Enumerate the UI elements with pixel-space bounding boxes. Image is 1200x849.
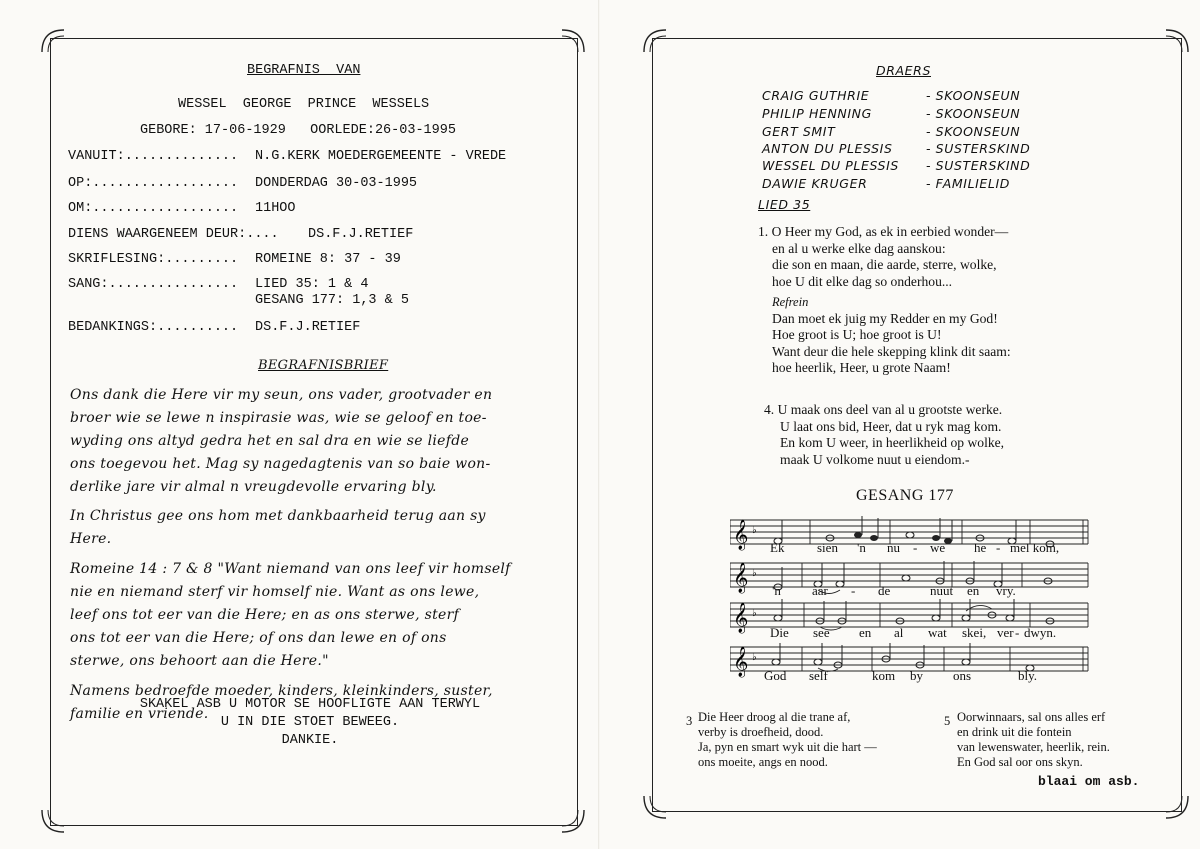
detail-label: VANUIT:..............	[68, 149, 239, 164]
letter-line: ons toegevou het. Mag sy nagedagtenis van so baie won-	[70, 456, 491, 472]
lyric-syllable: -	[996, 540, 1001, 555]
bearers-heading: DRAERS	[876, 63, 931, 78]
lyric-syllable: de	[878, 583, 891, 598]
detail-value: DONDERDAG 30-03-1995	[255, 176, 418, 191]
frame-corner-ornament	[560, 28, 586, 54]
lyric-syllable: see	[813, 625, 830, 640]
lyric-syllable: we	[930, 540, 946, 555]
verse-line: Oorwinnaars, sal ons alles erf	[957, 710, 1106, 724]
verse-line: 4. U maak ons deel van al u grootste werke.	[764, 402, 1003, 417]
letter-line: In Christus gee ons hom met dankbaarheid terug aan sy	[70, 508, 486, 524]
refrain-label: Refrein	[772, 295, 809, 309]
lied-verse-1	[758, 224, 1008, 290]
verse-line: 1. O Heer my God, as ek in eerbied wonder—	[758, 224, 1009, 239]
closing-line: U IN DIE STOET BEWEEG.	[220, 715, 400, 730]
detail-value: ROMEINE 8: 37 - 39	[255, 252, 401, 267]
verse-line: U laat ons bid, Heer, dat u ryk mag kom.	[780, 418, 1002, 434]
lyric-syllable: wat	[928, 625, 947, 640]
detail-label: SANG:................	[68, 277, 239, 292]
lyric-syllable: -	[913, 540, 918, 555]
lyric-syllable: en	[967, 583, 980, 598]
verse-line: maak U volkome nuut u eiendom.-	[780, 451, 970, 467]
letter-line: broer wie se lewe n inspirasie was, wie se geloof en toe-	[70, 410, 487, 426]
letter-line: sterwe, ons behoort aan die Here."	[70, 653, 329, 669]
detail-value: LIED 35: 1 & 4	[255, 277, 369, 292]
funeral-title: BEGRAFNIS VAN	[247, 63, 361, 78]
lied-verse-4	[764, 402, 1004, 468]
letter-line: derlike jare vir almal n vreugdevolle ervaring bly.	[70, 479, 437, 495]
bearer-relation: - SKOONSEUN	[926, 88, 1021, 103]
lyric-syllable: -	[851, 583, 856, 598]
verse-line: Die Heer droog al die trane af,	[698, 710, 851, 724]
detail-label: DIENS WAARGENEEM DEUR:....	[68, 227, 279, 242]
bearer-relation: - SUSTERSKIND	[926, 158, 1031, 173]
bearer-relation: - SKOONSEUN	[926, 106, 1021, 121]
svg-text:𝄞: 𝄞	[733, 520, 749, 550]
lyric-syllable: 'n	[857, 540, 866, 555]
frame-corner-ornament	[1164, 28, 1190, 54]
refrain-line: Hoe groot is U; hoe groot is U!	[772, 327, 942, 342]
detail-value: DS.F.J.RETIEF	[255, 320, 361, 335]
lyric-syllable: 'n	[772, 583, 781, 598]
lyric-syllable: nu	[887, 540, 900, 555]
verse-line: en al u werke elke dag aanskou:	[772, 240, 946, 256]
detail-label: OP:..................	[68, 176, 239, 191]
letter-line: Romeine 14 : 7 & 8 "Want niemand van ons leef vir homself	[70, 561, 511, 577]
lyric-syllable: God	[764, 668, 787, 683]
deceased-name: WESSEL GEORGE PRINCE WESSELS	[178, 97, 430, 112]
refrain	[772, 294, 1011, 377]
letter-line: ons tot eer van die Here; of ons dan lewe en of ons	[70, 630, 447, 646]
detail-value: N.G.KERK MOEDERGEMEENTE - VREDE	[255, 149, 507, 164]
music-staff	[730, 559, 1092, 595]
verse-line: En God sal oor ons skyn.	[957, 755, 1083, 769]
detail-label: BEDANKINGS:..........	[68, 320, 239, 335]
bearer-name: WESSEL DU PLESSIS	[762, 158, 899, 173]
svg-text:𝄞: 𝄞	[733, 563, 749, 593]
bearer-relation: - SUSTERSKIND	[926, 141, 1031, 156]
verse-line: En kom U weer, in heerlikheid op wolke,	[780, 435, 1005, 450]
svg-text:♭: ♭	[752, 525, 757, 536]
lyric-syllable: bly.	[1018, 668, 1038, 683]
lyric-syllable: -	[1015, 625, 1020, 640]
lyric-syllable: en	[859, 625, 872, 640]
gesang-verse-5-number: 5	[944, 714, 951, 728]
lyric-syllable: kom	[872, 668, 896, 683]
lyric-syllable: vry.	[996, 583, 1016, 598]
lyric-syllable: ver	[997, 625, 1014, 640]
verse-line: Ja, pyn en smart wyk uit die hart —	[698, 740, 877, 754]
lyric-syllable: ons	[953, 668, 972, 683]
lyric-syllable: skei,	[962, 625, 987, 640]
lyric-syllable: sien	[817, 540, 838, 555]
lyric-syllable: he	[974, 540, 987, 555]
detail-row	[68, 149, 238, 164]
closing-line: SKAKEL ASB U MOTOR SE HOOFLIGTE AAN TERWYL	[139, 697, 481, 712]
letter-line: leef ons tot eer van die Here; en as ons sterwe, sterf	[70, 607, 460, 623]
frame-corner-ornament	[40, 28, 66, 54]
lyric-syllable: al	[894, 625, 904, 640]
letter-line: Ons dank die Here vir my seun, ons vader, grootvader en	[70, 387, 493, 403]
gesang-verse-3	[698, 710, 877, 770]
bearer-name: GERT SMIT	[762, 124, 836, 139]
verse-line: van lewenswater, heerlik, rein.	[957, 740, 1110, 754]
frame-corner-ornament	[642, 794, 668, 820]
lyric-syllable: dwyn.	[1024, 625, 1057, 640]
gesang-verse-5	[957, 710, 1110, 770]
detail-value: DS.F.J.RETIEF	[308, 227, 414, 242]
lyric-syllable: by	[910, 668, 923, 683]
right-page	[600, 0, 1200, 849]
svg-text:𝄞: 𝄞	[733, 647, 749, 677]
gesang-verse-3-number: 3	[686, 714, 693, 728]
bearer-name: PHILIP HENNING	[762, 106, 872, 121]
verse-line: die son en maan, die aarde, sterre, wolke,	[772, 257, 997, 272]
lyric-syllable: Die	[770, 625, 789, 640]
letter-line: Namens bedroefde moeder, kinders, kleinkinders, suster,	[70, 683, 493, 699]
lyric-syllable: Ek	[770, 540, 785, 555]
lyric-syllable: mel kom,	[1010, 540, 1060, 555]
svg-text:𝄞: 𝄞	[733, 603, 749, 633]
verse-line: en drink uit die fontein	[957, 725, 1072, 739]
detail-value: GESANG 177: 1,3 & 5	[255, 293, 409, 308]
letter-line: nie en niemand sterf vir homself nie. Want as ons lewe,	[70, 584, 480, 600]
lyric-syllable: aar	[812, 583, 828, 598]
verse-line: hoe U dit elke dag so onderhou...	[772, 273, 953, 289]
letter-line: wyding ons altyd gedra het en sal dra en wie se liefde	[70, 433, 470, 449]
detail-value: 11HOO	[255, 201, 296, 216]
detail-label: SKRIFLESING:.........	[68, 252, 239, 267]
closing-line: DANKIE.	[281, 733, 339, 748]
svg-text:♭: ♭	[752, 652, 757, 663]
verse-line: ons moeite, angs en nood.	[698, 755, 828, 769]
frame-corner-ornament	[40, 808, 66, 834]
svg-text:♭: ♭	[752, 608, 757, 619]
lyric-syllable: self	[809, 668, 828, 683]
refrain-line: Want deur die hele skepping klink dit saam:	[772, 343, 1011, 359]
letter-heading: BEGRAFNISBRIEF	[258, 358, 389, 373]
refrain-line: hoe heerlik, Heer, u grote Naam!	[772, 360, 951, 375]
bearer-relation: - FAMILIELID	[926, 176, 1010, 191]
letter-line: Here.	[70, 531, 112, 547]
bearer-name: CRAIG GUTHRIE	[762, 88, 870, 103]
bearer-name: DAWIE KRUGER	[762, 176, 868, 191]
svg-text:♭: ♭	[752, 568, 757, 579]
gesang-heading: GESANG 177	[856, 487, 954, 504]
bearer-name: ANTON DU PLESSIS	[762, 141, 893, 156]
frame-corner-ornament	[560, 808, 586, 834]
frame-corner-ornament	[1164, 794, 1190, 820]
turn-page-note: blaai om asb.	[1038, 774, 1140, 789]
lied-heading: LIED 35	[758, 197, 811, 212]
lyric-syllable: nuut	[930, 583, 954, 598]
letter-line: familie en vriende.	[70, 706, 209, 722]
bearer-relation: - SKOONSEUN	[926, 124, 1021, 139]
verse-line: verby is droefheid, dood.	[698, 725, 824, 739]
refrain-line: Dan moet ek juig my Redder en my God!	[772, 310, 998, 326]
frame-corner-ornament	[642, 28, 668, 54]
birth-death-dates: GEBORE: 17-06-1929 OORLEDE:26-03-1995	[140, 123, 456, 138]
detail-label: OM:..................	[68, 201, 239, 216]
